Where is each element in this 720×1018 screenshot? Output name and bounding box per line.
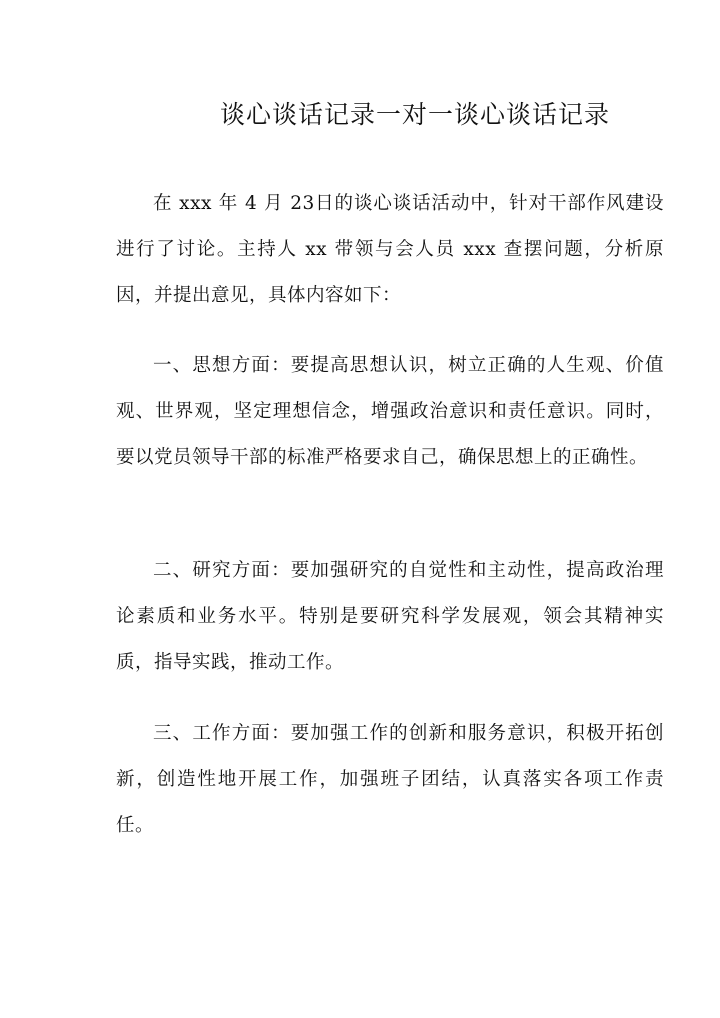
paragraph-research: 二、研究方面：要加强研究的自觉性和主动性，提高政治理论素质和业务水平。特别是要研究科学发展观，领会其精神实质，指导实践，推动工作。 bbox=[116, 560, 664, 673]
page-title: 谈心谈话记录一对一谈心谈话记录 bbox=[219, 100, 610, 129]
paragraph-intro: 在 xxx 年 4 月 23日的谈心谈话活动中，针对干部作风建设进行了讨论。主持人 xx 带领与会人员 xxx 查摆问题，分析原因，并提出意见，具体内容如下： bbox=[116, 193, 664, 306]
paragraph-work: 三、工作方面：要加强工作的创新和服务意识，积极开拓创新，创造性地开展工作，加强班子团结，认真落实各项工作责任。 bbox=[116, 723, 664, 836]
paragraph-thought: 一、思想方面：要提高思想认识，树立正确的人生观、价值观、世界观，坚定理想信念，增强政治意识和责任意识。同时，要以党员领导干部的标准严格要求自己，确保思想上的正确性。 bbox=[116, 355, 664, 468]
